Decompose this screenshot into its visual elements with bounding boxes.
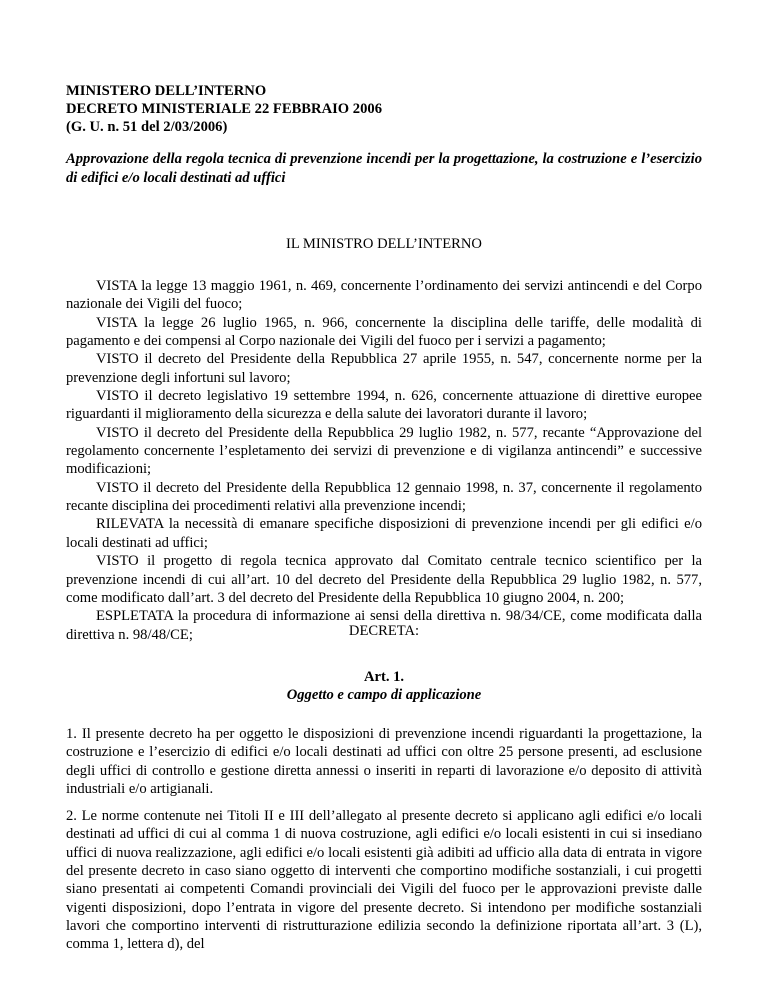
preamble-paragraph: VISTO il decreto del Presidente della Repubblica 12 gennaio 1998, n. 37, concernente il regolamento recante disciplina dei procedimenti relativi alla prevenzione incendi;	[66, 479, 702, 515]
article-paragraph: 1. Il presente decreto ha per oggetto le disposizioni di prevenzione incendi riguardanti la progettazione, la costruzione e l’esercizio di edifici e/o locali destinati ad uffici con oltre 25 persone presenti, ad esclusione degli uffici di controllo e gestione diretta annessi o inseriti in reparti di lavorazione e/o deposito di attività industriali e/o artigianali.	[66, 726, 702, 797]
gazette-reference: (G. U. n. 51 del 2/03/2006)	[66, 119, 228, 135]
article-title: Art. 1.	[363, 669, 405, 685]
ministry-name: MINISTERO DELL’INTERNO	[66, 83, 267, 99]
decreta-heading: DECRETA:	[348, 623, 420, 639]
preamble-paragraph: VISTA la legge 13 maggio 1961, n. 469, concernente l’ordinamento dei servizi antincendi e del Corpo nazionale dei Vigili del fuoco;	[66, 278, 702, 313]
preamble-paragraph: ESPLETATA la procedura di informazione ai sensi della direttiva n. 98/34/CE, come modificata dalla direttiva n. 98/48/CE;	[66, 608, 702, 643]
preamble-paragraph: VISTO il decreto del Presidente della Repubblica 29 luglio 1982, n. 577, recante “Approvazione del regolamento concernente l’espletamento dei servizi di prevenzione e di vigilanza antincendi” e successive modificazioni;	[66, 424, 702, 478]
decree-title: DECRETO MINISTERIALE 22 FEBBRAIO 2006	[66, 101, 382, 117]
article-paragraph: 2. Le norme contenute nei Titoli II e III dell’allegato al presente decreto si applicano agli edifici e/o locali destinati ad uffici di cui al comma 1 di nuova costruzione, agli edifici e/o locali esistenti in cui si insediano uffici di nuova realizzazione, agli edifici e/o locali esistenti già adibiti ad ufficio alla data di entrata in vigore del presente decreto in caso siano oggetto di interventi che comportino modifiche sostanziali, i cui progetti siano presentati ai competenti Comandi provinciali dei Vigili del fuoco per le approvazioni previste dalle vigenti disposizioni, dopo l’entrata in vigore del presente decreto. Si intendono per modifiche sostanziali lavori che comportino interventi di ristrutturazione edilizia secondo la definizione riportata all’art. 3 (L), comma 1, lettera d), del	[66, 808, 702, 953]
article-body	[66, 725, 702, 963]
minister-heading: IL MINISTRO DELL’INTERNO	[286, 236, 482, 252]
preamble-paragraph: VISTO il decreto legislativo 19 settembre 1994, n. 626, concernente attuazione di direttive europee riguardanti il miglioramento della sicurezza e della salute dei lavoratori durante il lavoro;	[66, 388, 702, 423]
preamble-paragraph: VISTO il progetto di regola tecnica approvato dal Comitato centrale tecnico scientifico per la prevenzione incendi di cui all’art. 10 del decreto del Presidente della Repubblica 29 luglio 1982, n. 577, come modificato dall’art. 3 del decreto del Presidente della Repubblica 10 giugno 2004, n. 200;	[66, 553, 702, 606]
preamble	[66, 277, 702, 644]
decree-subject: Approvazione della regola tecnica di prevenzione incendi per la progettazione, la costruzione e l’esercizio di edifici e/o locali destinati ad uffici	[66, 151, 702, 186]
preamble-paragraph: VISTO il decreto del Presidente della Repubblica 27 aprile 1955, n. 547, concernente norme per la prevenzione degli infortuni sul lavoro;	[66, 351, 702, 386]
preamble-paragraph: RILEVATA la necessità di emanare specifiche disposizioni di prevenzione incendi per gli edifici e/o locali destinati ad uffici;	[66, 516, 702, 551]
document-header	[66, 82, 706, 136]
preamble-paragraph: VISTA la legge 26 luglio 1965, n. 966, concernente la disciplina delle tariffe, delle modalità di pagamento e dei compensi al Corpo nazionale dei Vigili del fuoco per i servizi a pagamento;	[66, 314, 702, 350]
article-subtitle: Oggetto e campo di applicazione	[286, 687, 482, 703]
